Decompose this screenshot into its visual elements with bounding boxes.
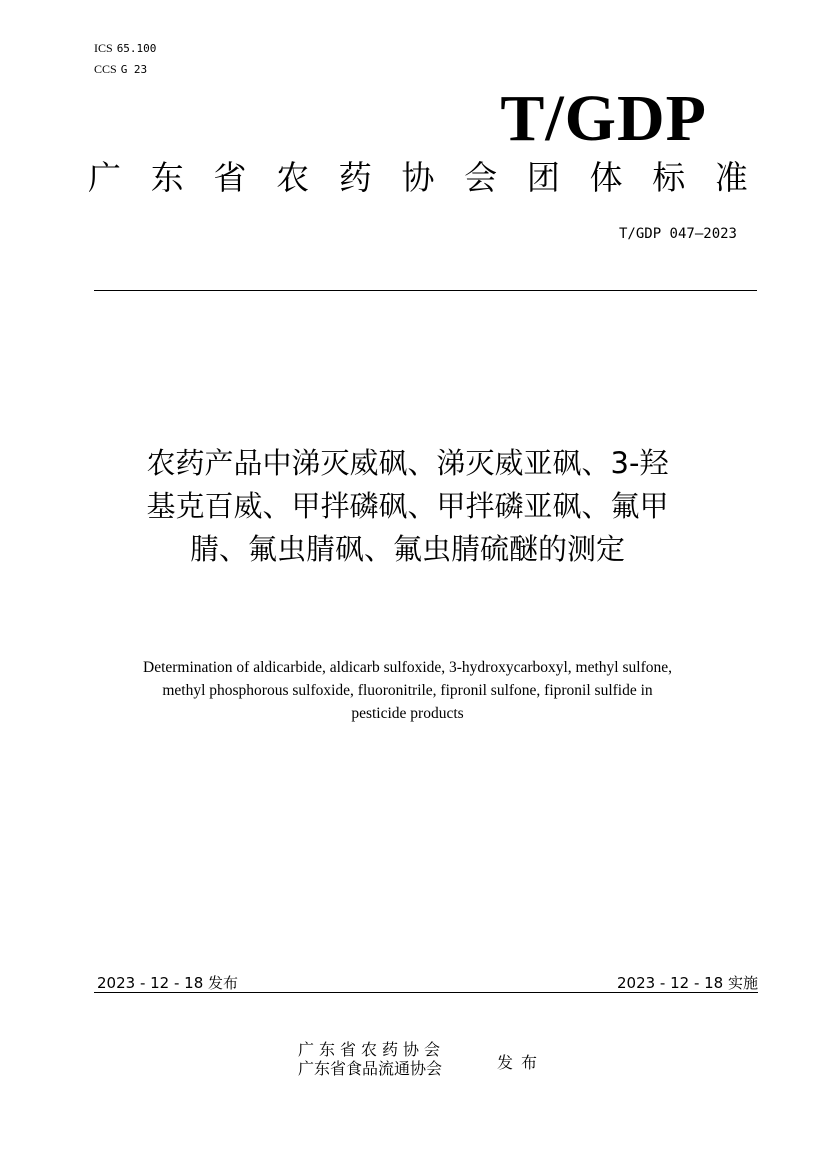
publish-label: 发布: [497, 1053, 546, 1072]
ics-value: 65.100: [116, 42, 157, 55]
standard-number: T/GDP 047—2023: [618, 226, 737, 242]
chinese-title-line: 腈、氟虫腈砜、氟虫腈硫醚的测定: [189, 532, 625, 566]
org-title-char: 协: [401, 158, 435, 197]
top-divider: [94, 290, 757, 291]
ics-label: ICS: [94, 41, 113, 55]
ccs-label: CCS: [94, 62, 117, 76]
issue-date: 2023 - 12 - 18 发布: [97, 974, 239, 992]
org-title-char: 标: [652, 158, 686, 197]
english-title-line: Determination of aldicarbide, aldicarb sulfoxide, 3-hydroxycarboxyl, methyl sulfone,: [143, 659, 672, 676]
chinese-title-line: 农药产品中涕灭威砜、涕灭威亚砜、3-羟: [146, 446, 669, 480]
publisher-name: 广东省食品流通协会: [298, 1059, 443, 1078]
org-title-char: 东: [150, 158, 184, 197]
org-title-char: 省: [213, 158, 247, 197]
ics-code: [94, 41, 156, 56]
org-title-char: 准: [714, 158, 748, 197]
chinese-title-line: 基克百威、甲拌磷砜、甲拌磷亚砜、氟甲: [146, 489, 669, 523]
english-title-line: methyl phosphorous sulfoxide, fluoronitrile, fipronil sulfone, fipronil sulfide in: [162, 682, 653, 699]
publisher-name: 广东省农药协会: [298, 1040, 446, 1059]
org-title-char: 体: [589, 158, 623, 197]
org-title-char: 广: [88, 158, 121, 197]
publishers: [298, 1040, 445, 1078]
org-title-char: 药: [338, 158, 372, 197]
english-title-line: pesticide products: [351, 705, 464, 722]
implementation-date: 2023 - 12 - 18 实施: [616, 974, 758, 992]
org-title-char: 农: [276, 158, 310, 197]
chinese-title: [60, 442, 755, 571]
standard-logo: T/GDP: [500, 82, 707, 155]
organization-standard-title: [88, 158, 748, 198]
org-title-char: 会: [464, 158, 498, 197]
ccs-value: G 23: [120, 63, 148, 76]
ccs-code: [94, 62, 147, 77]
english-title: [60, 656, 755, 725]
bottom-divider: [94, 992, 758, 993]
org-title-char: 团: [526, 158, 560, 197]
